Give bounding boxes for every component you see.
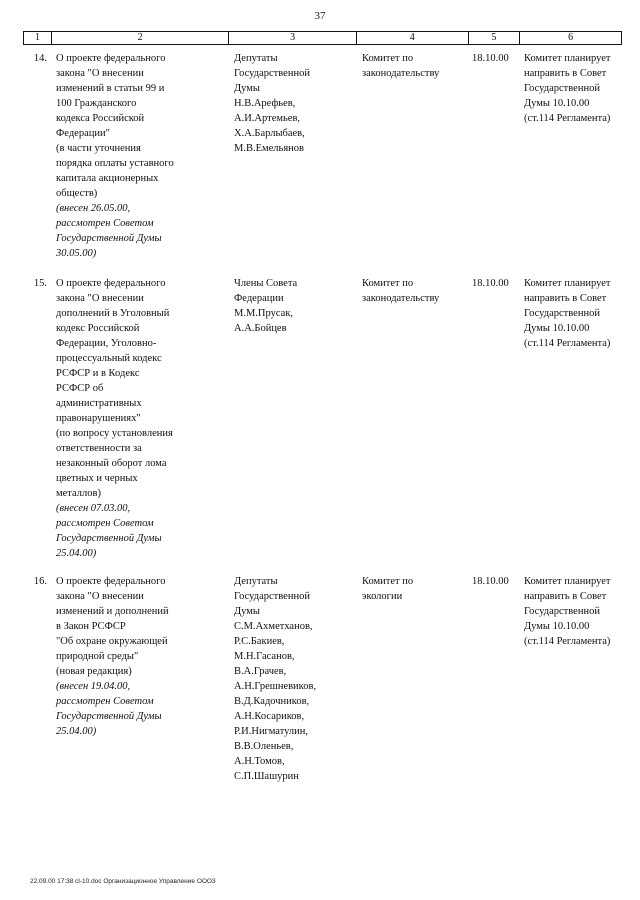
table-row: [23, 51, 622, 261]
note-line: (внесен 19.04.00,: [56, 681, 131, 692]
bill-title-cell: [51, 51, 229, 261]
title-line: в Закон РСФСР: [56, 621, 126, 632]
header-cell-4: 4: [357, 32, 469, 44]
note-line: 30.05.00): [56, 248, 97, 259]
plan-cell: [521, 276, 622, 561]
note-line: 25.04.00): [56, 726, 97, 737]
authors-line: Х.А.Барлыбаев,: [234, 128, 305, 139]
authors-line: В.Д.Кадочников,: [234, 696, 310, 707]
authors-line: Депутаты: [234, 576, 278, 587]
title-line: О проекте федерального: [56, 576, 166, 587]
plan-line: направить в Совет: [524, 293, 607, 304]
title-line: "Об охране окружающей: [56, 636, 168, 647]
authors-line: М.М.Прусак,: [234, 308, 294, 319]
plan-line: Государственной: [524, 606, 600, 617]
title-line: РСФСР и в Кодекс: [56, 368, 140, 379]
committee-line: экологии: [362, 591, 403, 602]
title-line: РСФСР об: [56, 383, 104, 394]
table-row: [23, 574, 622, 784]
title-line: правонарушениях": [56, 413, 141, 424]
plan-line: (ст.114 Регламента): [524, 113, 611, 124]
committee-line: Комитет по: [362, 576, 414, 587]
authors-line: Федерации: [234, 293, 284, 304]
authors-line: С.П.Шашурин: [234, 771, 299, 782]
note-line: рассмотрен Советом: [56, 218, 154, 229]
plan-line: направить в Совет: [524, 591, 607, 602]
authors-line: А.Н.Грешневиков,: [234, 681, 317, 692]
title-line: закона "О внесении: [56, 293, 144, 304]
note-line: Государственной Думы: [56, 233, 162, 244]
committee-line: законодательству: [362, 68, 440, 79]
authors-line: В.В.Оленьев,: [234, 741, 294, 752]
plan-cell: [521, 574, 622, 784]
committee-cell: [357, 574, 469, 784]
committee-line: законодательству: [362, 293, 440, 304]
table-header: [23, 31, 622, 45]
plan-line: направить в Совет: [524, 68, 607, 79]
title-line: кодекс Российской: [56, 323, 140, 334]
title-line: О проекте федерального: [56, 278, 166, 289]
title-line: природной среды": [56, 651, 139, 662]
plan-line: Думы 10.10.00: [524, 98, 590, 109]
note-line: 25.04.00): [56, 548, 97, 559]
title-line: металлов): [56, 488, 101, 499]
header-cell-6: 6: [568, 32, 574, 43]
committee-line: Комитет по: [362, 53, 414, 64]
title-line: дополнений в Уголовный: [56, 308, 170, 319]
date-cell: 18.10.00: [472, 278, 509, 289]
title-line: капитала акционерных: [56, 173, 159, 184]
title-line: Федерации, Уголовно-: [56, 338, 157, 349]
plan-line: Думы 10.10.00: [524, 621, 590, 632]
authors-cell: [229, 276, 357, 561]
date-cell: 18.10.00: [472, 53, 509, 64]
authors-cell: [229, 51, 357, 261]
title-line: 100 Гражданского: [56, 98, 137, 109]
title-line: изменений в статьи 99 и: [56, 83, 165, 94]
header-cell-3: 3: [229, 32, 357, 44]
row-number: 16.: [33, 576, 47, 587]
authors-line: С.М.Ахметханов,: [234, 621, 313, 632]
row-number: 14.: [33, 53, 47, 64]
plan-line: Комитет планирует: [524, 278, 611, 289]
header-cell-1: 1: [24, 32, 52, 44]
authors-cell: [229, 574, 357, 784]
plan-line: Комитет планирует: [524, 576, 611, 587]
title-line: изменений и дополнений: [56, 606, 169, 617]
title-line: (новая редакция): [56, 666, 132, 677]
authors-line: Р.И.Нигматулин,: [234, 726, 309, 737]
title-line: административных: [56, 398, 142, 409]
authors-line: Думы: [234, 83, 260, 94]
title-line: порядка оплаты уставного: [56, 158, 174, 169]
authors-line: В.А.Грачев,: [234, 666, 287, 677]
plan-line: (ст.114 Регламента): [524, 338, 611, 349]
note-line: (внесен 26.05.00,: [56, 203, 131, 214]
authors-line: Н.В.Арефьев,: [234, 98, 296, 109]
committee-line: Комитет по: [362, 278, 414, 289]
authors-line: Р.С.Бакиев,: [234, 636, 285, 647]
date-cell: 18.10.00: [472, 576, 509, 587]
authors-line: Члены Совета: [234, 278, 298, 289]
plan-line: Комитет планирует: [524, 53, 611, 64]
bill-title-cell: [51, 276, 229, 561]
committee-cell: [357, 51, 469, 261]
authors-line: А.А.Бойцев: [234, 323, 287, 334]
page-number: 37: [314, 10, 326, 22]
note-line: рассмотрен Советом: [56, 518, 154, 529]
authors-line: А.Н.Косариков,: [234, 711, 305, 722]
header-cell-2: 2: [52, 32, 229, 44]
plan-cell: [521, 51, 622, 261]
title-line: закона "О внесении: [56, 591, 144, 602]
authors-line: Депутаты: [234, 53, 278, 64]
authors-line: Думы: [234, 606, 260, 617]
note-line: Государственной Думы: [56, 533, 162, 544]
document-footer: 22.09.00 17:38 cl-10.doc Организационное Управление ООО3: [30, 878, 216, 885]
row-number: 15.: [33, 278, 47, 289]
plan-line: Государственной: [524, 308, 600, 319]
title-line: обществ): [56, 188, 98, 199]
header-cell-5: 5: [469, 32, 521, 44]
agenda-table: [23, 31, 622, 782]
title-line: Федерации": [56, 128, 110, 139]
plan-line: Думы 10.10.00: [524, 323, 590, 334]
note-line: рассмотрен Советом: [56, 696, 154, 707]
bill-title-cell: [51, 574, 229, 784]
authors-line: М.Н.Гасанов,: [234, 651, 295, 662]
title-line: ответственности за: [56, 443, 142, 454]
authors-line: А.Н.Томов,: [234, 756, 285, 767]
title-line: (в части уточнения: [56, 143, 141, 154]
title-line: кодекса Российской: [56, 113, 145, 124]
note-line: Государственной Думы: [56, 711, 162, 722]
authors-line: М.В.Емельянов: [234, 143, 304, 154]
authors-line: А.И.Артемьев,: [234, 113, 301, 124]
title-line: процессуальный кодекс: [56, 353, 162, 364]
authors-line: Государственной: [234, 68, 310, 79]
title-line: (по вопросу установления: [56, 428, 173, 439]
committee-cell: [357, 276, 469, 561]
title-line: цветных и черных: [56, 473, 138, 484]
title-line: закона "О внесении: [56, 68, 144, 79]
note-line: (внесен 07.03.00,: [56, 503, 131, 514]
plan-line: (ст.114 Регламента): [524, 636, 611, 647]
authors-line: Государственной: [234, 591, 310, 602]
title-line: незаконный оборот лома: [56, 458, 167, 469]
plan-line: Государственной: [524, 83, 600, 94]
table-row: [23, 276, 622, 561]
title-line: О проекте федерального: [56, 53, 166, 64]
